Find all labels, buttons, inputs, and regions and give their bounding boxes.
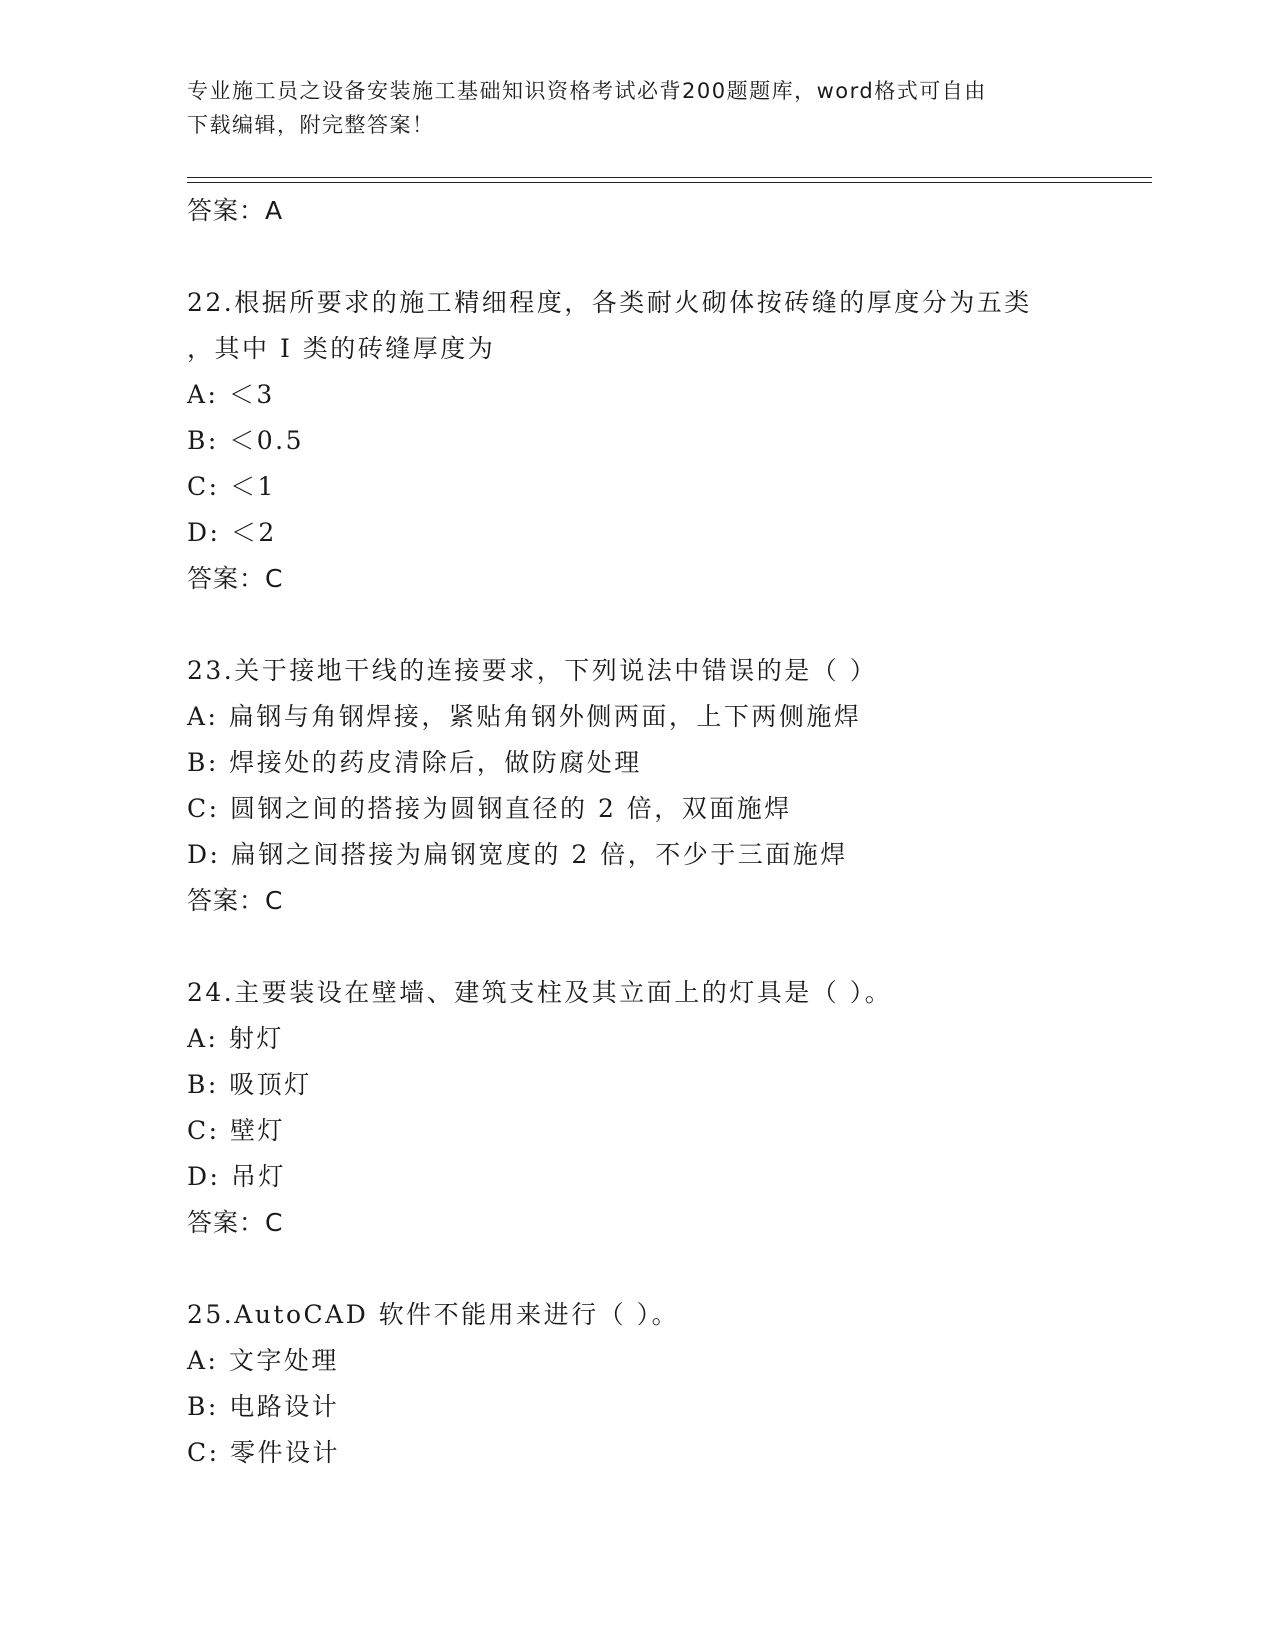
header-line-1: 专业施工员之设备安装施工基础知识资格考试必背200题题库，word格式可自由 (187, 79, 987, 103)
answer: 答案：C (187, 886, 284, 915)
question-24 (187, 970, 1087, 1246)
answer: 答案：C (187, 1208, 284, 1237)
option-b: B: 电路设计 (187, 1392, 340, 1421)
option-a: A: 文字处理 (187, 1346, 339, 1375)
question-25 (187, 1292, 1087, 1476)
document-header (187, 74, 1087, 142)
question-text: 22.根据所要求的施工精细程度，各类耐火砌体按砖缝的厚度分为五类 (187, 288, 1032, 317)
header-rule-bottom (187, 182, 1152, 183)
option-a: A: 扁钢与角钢焊接，紧贴角钢外侧两面，上下两侧施焊 (187, 702, 862, 731)
previous-answer: 答案：A (187, 196, 284, 225)
question-text: 24.主要装设在壁墙、建筑支柱及其立面上的灯具是（ ）。 (187, 978, 893, 1007)
question-text: ，其中 I 类的砖缝厚度为 (187, 334, 496, 363)
question-text: 23.关于接地干线的连接要求，下列说法中错误的是（ ） (187, 656, 878, 685)
option-a: A: 射灯 (187, 1024, 284, 1053)
question-text: 25.AutoCAD 软件不能用来进行（ ）。 (187, 1300, 680, 1329)
option-c: C: 壁灯 (187, 1116, 285, 1145)
header-rule-top (187, 177, 1152, 178)
option-d: D: ＜2 (187, 518, 277, 547)
option-b: B: 焊接处的药皮清除后，做防腐处理 (187, 748, 642, 777)
option-d: D: 吊灯 (187, 1162, 286, 1191)
option-c: C: 零件设计 (187, 1438, 340, 1467)
question-list (187, 188, 1087, 1522)
option-a: A: ＜3 (187, 380, 275, 409)
answer: 答案：C (187, 564, 284, 593)
option-b: B: ＜0.5 (187, 426, 304, 455)
question-23 (187, 648, 1087, 924)
option-d: D: 扁钢之间搭接为扁钢宽度的 2 倍，不少于三面施焊 (187, 840, 848, 869)
option-c: C: ＜1 (187, 472, 276, 501)
option-c: C: 圆钢之间的搭接为圆钢直径的 2 倍，双面施焊 (187, 794, 792, 823)
header-line-2: 下载编辑，附完整答案！ (187, 113, 435, 137)
question-22 (187, 280, 1087, 602)
option-b: B: 吸顶灯 (187, 1070, 312, 1099)
